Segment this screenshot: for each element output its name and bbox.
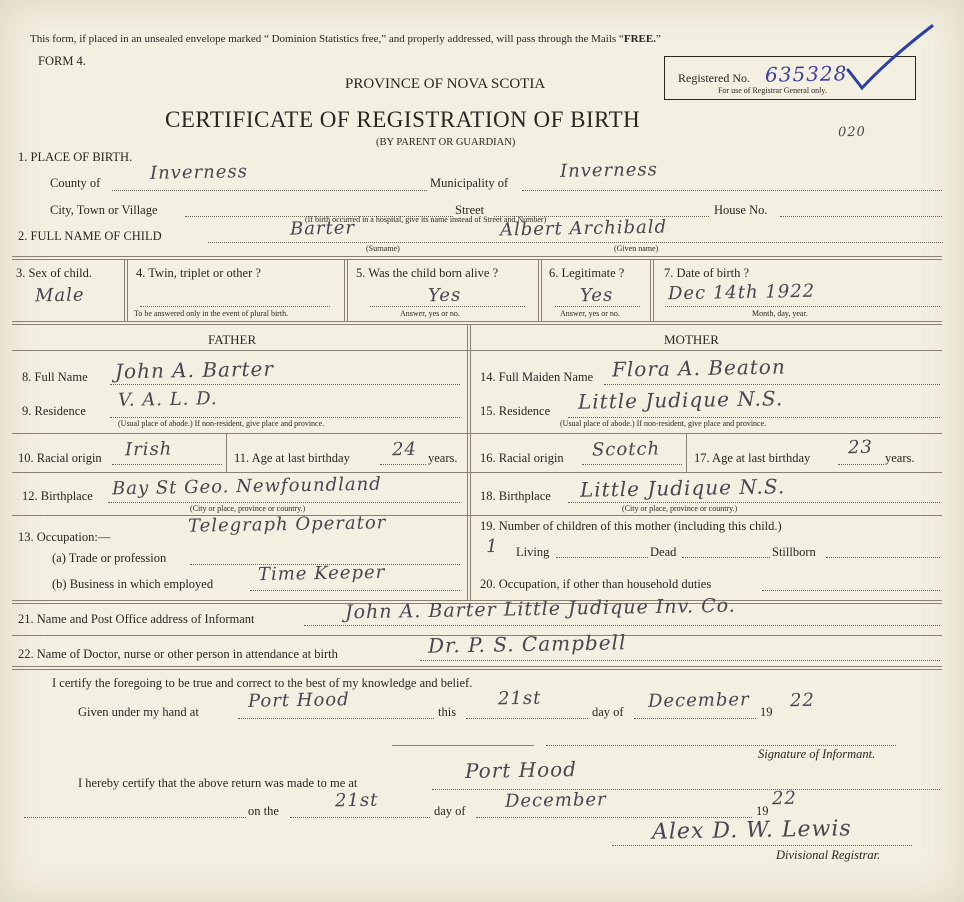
doctor-label: 22. Name of Doctor, nurse or other person in attendance at birth — [18, 647, 338, 661]
legitimate-note: Answer, yes or no. — [560, 309, 620, 318]
informant-line — [304, 625, 940, 626]
dob-line — [665, 306, 940, 307]
mother-residence-value: Little Judique N.S. — [577, 386, 784, 414]
father-name-line — [110, 384, 460, 385]
doctor-line — [420, 660, 940, 661]
form-number: FORM 4. — [38, 54, 86, 68]
father-racial-line — [112, 464, 222, 465]
father-name-label: 8. Full Name — [22, 370, 88, 384]
business-line — [250, 590, 460, 591]
father-birthplace-line — [108, 502, 460, 503]
given-under-label: Given under my hand at — [78, 705, 199, 719]
given-place: Port Hood — [247, 689, 350, 712]
mother-occupation-label: 20. Occupation, if other than household duties — [480, 577, 712, 591]
this-label: this — [438, 705, 457, 719]
street-label: Street — [455, 203, 485, 217]
mother-name-line — [604, 384, 940, 385]
rule — [12, 350, 942, 351]
certificate-subtitle: (BY PARENT OR GUARDIAN) — [376, 137, 516, 148]
alive-line — [370, 306, 525, 307]
mother-heading: MOTHER — [664, 332, 719, 347]
rule — [12, 472, 942, 473]
alive-label: 5. Was the child born alive ? — [356, 266, 499, 280]
informant-label: 21. Name and Post Office address of Informant — [18, 612, 255, 626]
county-value: Inverness — [149, 161, 249, 184]
mother-birthplace-label: 18. Birthplace — [480, 489, 551, 503]
mother-birthplace-line — [568, 502, 940, 503]
doctor-value: Dr. P. S. Campbell — [427, 630, 627, 658]
registrar-year-prefix: 19 — [756, 804, 769, 818]
mother-residence-label: 15. Residence — [480, 404, 551, 418]
father-residence-note: (Usual place of abode.) If non-resident, give place and province. — [118, 419, 325, 428]
rule — [12, 256, 942, 260]
twin-line — [140, 306, 330, 307]
registered-number: 635328 — [764, 61, 848, 87]
rule — [12, 666, 942, 670]
mail-notice-free: FREE. — [623, 33, 656, 45]
father-name-value: John A. Barter — [114, 356, 275, 384]
dob-note: Month, day, year. — [752, 309, 808, 318]
rule — [12, 433, 942, 434]
mother-residence-note: (Usual place of abode.) If non-resident, give place and province. — [560, 419, 767, 428]
province-heading: PROVINCE OF NOVA SCOTIA — [345, 76, 546, 92]
house-label: House No. — [714, 203, 768, 217]
child-given-name: Albert Archibald — [499, 216, 668, 241]
surname-caption: (Surname) — [366, 244, 400, 253]
alive-value: Yes — [427, 284, 462, 307]
registrar-use-note: For use of Registrar General only. — [718, 86, 827, 95]
registrar-month: December — [504, 789, 607, 812]
dead-line — [682, 557, 770, 558]
given-place-line — [238, 718, 434, 719]
mother-racial-label: 16. Racial origin — [480, 451, 564, 465]
mother-racial-line — [582, 464, 682, 465]
divider — [226, 434, 227, 472]
father-birthplace-label: 12. Birthplace — [22, 489, 93, 503]
twin-label: 4. Twin, triplet or other ? — [136, 266, 261, 280]
corner-mark: 020 — [837, 124, 866, 141]
child-name-line — [208, 242, 943, 243]
mother-occupation-line — [762, 590, 940, 591]
alive-note: Answer, yes or no. — [400, 309, 460, 318]
given-month: December — [647, 689, 750, 712]
informant-signature-label: Signature of Informant. — [758, 747, 876, 761]
sex-label: 3. Sex of child. — [16, 266, 93, 280]
place-of-birth-heading: 1. PLACE OF BIRTH. — [18, 150, 133, 164]
registrar-lead-line — [24, 817, 246, 818]
registered-label: Registered No. — [678, 71, 750, 85]
mother-age-value: 23 — [847, 436, 874, 459]
mother-years-label: years. — [885, 451, 915, 465]
divider — [538, 259, 542, 321]
municipality-value: Inverness — [559, 159, 659, 182]
living-label: Living — [516, 545, 550, 559]
city-label: City, Town or Village — [50, 203, 158, 217]
mother-racial-value: Scotch — [591, 438, 661, 461]
certificate-title: CERTIFICATE OF REGISTRATION OF BIRTH — [165, 107, 641, 132]
mail-notice-text: This form, if placed in an unsealed envelope marked “ Dominion Statistics free,” and properly addressed, will pass through the Mails “ — [30, 33, 624, 45]
father-years-label: years. — [428, 451, 458, 465]
registrar-signature: Alex D. W. Lewis — [651, 816, 852, 845]
divider — [344, 259, 348, 321]
child-surname: Barter — [289, 217, 356, 240]
mother-residence-line — [568, 417, 940, 418]
father-age-label: 11. Age at last birthday — [234, 451, 350, 465]
dead-label: Dead — [650, 545, 677, 559]
mother-birthplace-value: Little Judique N.S. — [579, 474, 786, 502]
father-occupation-value: Telegraph Operator — [187, 512, 387, 537]
mother-birthplace-note: (City or place, province or country.) — [622, 504, 738, 513]
mother-name-value: Flora A. Beaton — [611, 354, 786, 382]
given-year-prefix: 19 — [760, 705, 773, 719]
dob-value: Dec 14th 1922 — [667, 280, 816, 305]
divider — [686, 434, 687, 472]
father-residence-value: V. A. L. D. — [117, 388, 218, 411]
stillborn-line — [826, 557, 940, 558]
given-year: 22 — [789, 689, 816, 712]
county-line — [112, 190, 427, 191]
children-count-label: 19. Number of children of this mother (including this child.) — [480, 519, 782, 533]
sex-value: Male — [34, 284, 85, 307]
rule — [12, 515, 942, 516]
stillborn-label: Stillborn — [772, 545, 816, 559]
given-name-caption: (Given name) — [614, 244, 659, 253]
house-line — [780, 216, 942, 217]
county-label: County of — [50, 176, 101, 190]
municipality-line — [522, 190, 942, 191]
registrar-day-line — [290, 817, 430, 818]
informant-signature-line — [546, 745, 896, 746]
registrar-year: 22 — [771, 787, 798, 810]
father-business-value: Time Keeper — [257, 561, 386, 586]
registrar-signature-line — [612, 845, 912, 846]
check-mark-icon — [840, 18, 940, 98]
father-age-line — [380, 464, 426, 465]
legitimate-label: 6. Legitimate ? — [549, 266, 625, 280]
mail-notice — [30, 33, 661, 45]
mother-name-label: 14. Full Maiden Name — [480, 370, 594, 384]
municipality-label: Municipality of — [430, 176, 509, 190]
hospital-note: (If birth occurred in a hospital, give its name instead of Street and Number) — [305, 215, 547, 224]
living-count: 1 — [485, 535, 499, 558]
father-birthplace-value: Bay St Geo. Newfoundland — [111, 473, 382, 500]
day-of-label: day of — [592, 705, 624, 719]
mother-age-line — [838, 464, 884, 465]
divider — [650, 259, 654, 321]
father-racial-label: 10. Racial origin — [18, 451, 102, 465]
registrar-title: Divisional Registrar. — [776, 848, 881, 862]
certify-statement: I certify the foregoing to be true and correct to the best of my knowledge and belief. — [52, 676, 473, 690]
legitimate-line — [555, 306, 640, 307]
business-label: (b) Business in which employed — [52, 577, 214, 591]
mother-age-label: 17. Age at last birthday — [694, 451, 811, 465]
mail-notice-end: ” — [655, 33, 661, 45]
on-the-label: on the — [248, 804, 279, 818]
father-residence-line — [110, 417, 460, 418]
registrar-day-of-label: day of — [434, 804, 466, 818]
legitimate-value: Yes — [579, 284, 614, 307]
twin-note: To be answered only in the event of plural birth. — [134, 309, 289, 318]
given-day-line — [466, 718, 588, 719]
rule — [12, 321, 942, 325]
divider — [124, 259, 128, 321]
registrar-day: 21st — [334, 789, 379, 812]
father-residence-label: 9. Residence — [22, 404, 86, 418]
father-racial-value: Irish — [124, 438, 173, 461]
father-birthplace-note: (City or place, province or country.) — [190, 504, 306, 513]
rule — [392, 745, 534, 746]
father-age-value: 24 — [391, 438, 418, 461]
child-name-label: 2. FULL NAME OF CHILD — [18, 229, 162, 243]
father-heading: FATHER — [208, 332, 257, 347]
living-line — [556, 557, 648, 558]
dob-label: 7. Date of birth ? — [664, 266, 750, 280]
given-day: 21st — [497, 687, 542, 710]
given-month-line — [634, 718, 756, 719]
father-occupation-label: 13. Occupation:— — [18, 530, 111, 544]
trade-label: (a) Trade or profession — [52, 551, 167, 565]
registrar-statement: I hereby certify that the above return was made to me at — [78, 776, 358, 790]
father-mother-divider — [467, 324, 471, 600]
registrar-place: Port Hood — [464, 757, 578, 783]
informant-value: John A. Barter Little Judique Inv. Co. — [344, 594, 736, 624]
